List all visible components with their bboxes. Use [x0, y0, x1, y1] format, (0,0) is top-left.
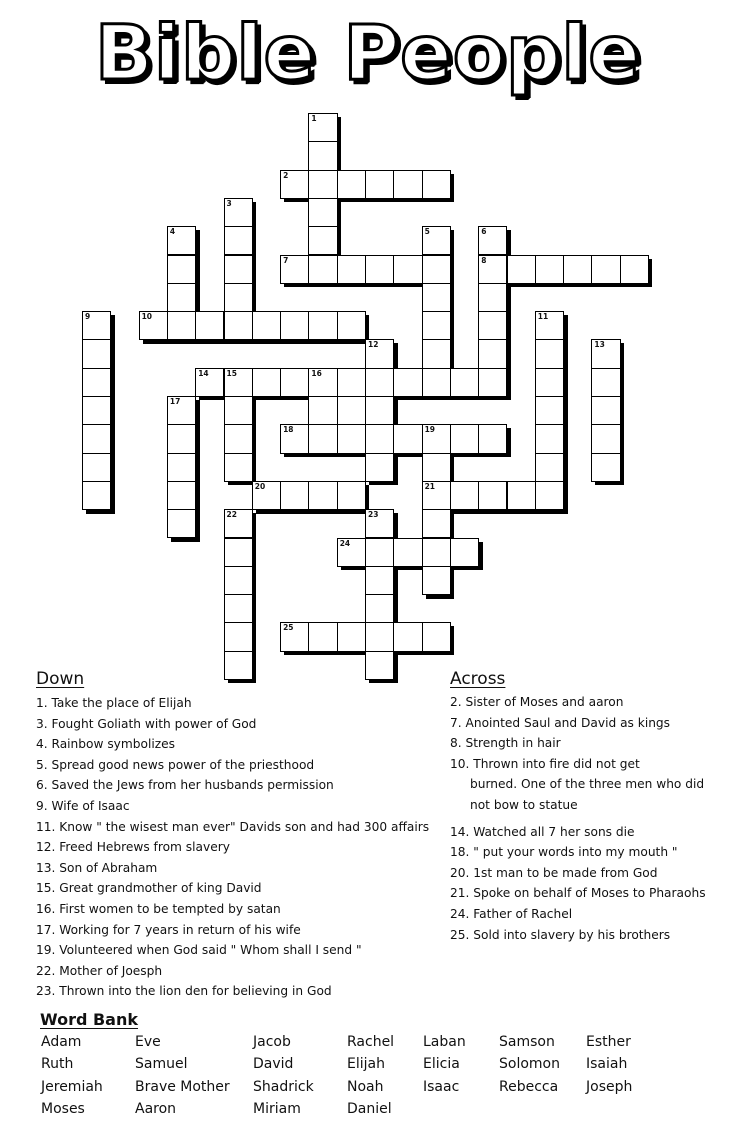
word-bank-item: Jeremiah: [41, 1078, 103, 1095]
grid-cell[interactable]: [167, 481, 196, 510]
clue-item: 10. Thrown into fire did not get burned. One of the three men who did not bow to statue: [450, 754, 706, 816]
grid-cell[interactable]: [224, 509, 253, 538]
grid-cell[interactable]: [422, 622, 451, 651]
grid-cell[interactable]: [224, 622, 253, 651]
grid-cell[interactable]: [478, 424, 507, 453]
word-bank-item: Rebecca: [499, 1078, 559, 1095]
grid-cell[interactable]: [535, 396, 564, 425]
clue-item: 11. Know " the wisest man ever" Davids son and had 300 affairs: [36, 819, 430, 834]
grid-cell[interactable]: [280, 424, 309, 453]
grid-cell[interactable]: [422, 311, 451, 340]
grid-cell[interactable]: [195, 311, 224, 340]
grid-cell[interactable]: [422, 566, 451, 595]
word-bank-item: Isaiah: [586, 1056, 628, 1073]
clue-item: 8. Strength in hair: [450, 736, 561, 751]
grid-cell[interactable]: [365, 566, 394, 595]
clue-item: 13. Son of Abraham: [36, 860, 158, 875]
clue-item: 4. Rainbow symbolizes: [36, 737, 175, 752]
grid-cell[interactable]: [337, 622, 366, 651]
clue-number: 6: [481, 227, 487, 237]
word-bank-item: Moses: [41, 1100, 85, 1117]
clue-item: 2. Sister of Moses and aaron: [450, 695, 624, 709]
grid-cell[interactable]: [365, 594, 394, 623]
grid-cell[interactable]: [365, 396, 394, 425]
grid-cell[interactable]: [82, 396, 111, 425]
word-bank-item: Shadrick: [253, 1078, 314, 1095]
word-bank-heading: Word Bank: [40, 1010, 139, 1029]
grid-cell[interactable]: [308, 481, 337, 510]
grid-cell[interactable]: [224, 255, 253, 284]
grid-cell[interactable]: [365, 170, 394, 199]
clue-number: 24: [339, 538, 351, 548]
clue-number: 10: [141, 312, 153, 322]
grid-cell[interactable]: [591, 339, 620, 368]
clue-item: 21. Spoke on behalf of Moses to Pharaohs: [450, 886, 706, 901]
word-bank-item: Daniel: [347, 1100, 392, 1117]
word-bank-item: Brave Mother: [135, 1078, 230, 1095]
grid-cell[interactable]: [337, 170, 366, 199]
grid-cell[interactable]: [167, 311, 196, 340]
grid-cell[interactable]: [224, 396, 253, 425]
grid-cell[interactable]: [308, 622, 337, 651]
clue-item: 3. Fought Goliath with power of God: [36, 716, 257, 731]
across-clues-list: [450, 692, 706, 945]
word-bank-item: Jacob: [253, 1034, 291, 1050]
grid-cell[interactable]: [450, 481, 479, 510]
clue-number: 11: [537, 312, 549, 322]
grid-cell[interactable]: [280, 311, 309, 340]
grid-cell[interactable]: [252, 481, 281, 510]
page-title: Bible People: [95, 8, 641, 97]
grid-cell[interactable]: [308, 141, 337, 170]
clue-number: 13: [594, 340, 605, 350]
clue-item: 7. Anointed Saul and David as kings: [450, 715, 671, 730]
clue-number: 9: [85, 312, 91, 322]
grid-cell[interactable]: [308, 113, 337, 142]
grid-cell[interactable]: [365, 339, 394, 368]
clue-number: 7: [283, 255, 289, 265]
clue-continuation: not bow to statue: [470, 797, 578, 812]
grid-cell[interactable]: [535, 453, 564, 482]
grid-cell[interactable]: [82, 424, 111, 453]
word-bank-item: Miriam: [253, 1100, 301, 1117]
word-bank-item: Adam: [41, 1034, 82, 1050]
grid-cell[interactable]: [308, 255, 337, 284]
grid-cell[interactable]: [365, 509, 394, 538]
grid-cell[interactable]: [535, 255, 564, 284]
grid-cell[interactable]: [224, 453, 253, 482]
clue-number: 4: [169, 227, 176, 237]
clue-number: 16: [311, 368, 322, 378]
grid-cell[interactable]: [422, 368, 451, 397]
grid-cell[interactable]: [422, 170, 451, 199]
grid-cell[interactable]: [308, 368, 337, 397]
grid-cell[interactable]: [450, 424, 479, 453]
grid-cell[interactable]: [224, 538, 253, 567]
clue-item: 12. Freed Hebrews from slavery: [36, 840, 230, 855]
grid-cell[interactable]: [591, 396, 620, 425]
grid-cell[interactable]: [195, 368, 224, 397]
grid-cell[interactable]: [167, 509, 196, 538]
grid-cell[interactable]: [167, 396, 196, 425]
grid-cell[interactable]: [393, 424, 422, 453]
grid-cell[interactable]: [280, 368, 309, 397]
grid-cell[interactable]: [167, 424, 196, 453]
grid-cell[interactable]: [337, 255, 366, 284]
clue-number: 12: [368, 340, 379, 350]
clue-item: 9. Wife of Isaac: [36, 798, 130, 813]
grid-cell[interactable]: [224, 198, 253, 227]
word-bank-item: Rachel: [347, 1034, 395, 1050]
clue-item: 19. Volunteered when God said " Whom shall I send ": [36, 943, 362, 958]
word-bank-item: Aaron: [135, 1100, 177, 1117]
grid-cell[interactable]: [393, 622, 422, 651]
grid-cell[interactable]: [422, 255, 451, 284]
clue-item: 17. Working for 7 years in return of his wife: [36, 922, 301, 937]
grid-cell[interactable]: [393, 538, 422, 567]
word-bank-item: Eve: [135, 1034, 161, 1050]
grid-cell[interactable]: [393, 368, 422, 397]
grid-cell[interactable]: [422, 283, 451, 312]
clue-number: 23: [368, 510, 379, 520]
grid-cell[interactable]: [450, 538, 479, 567]
grid-cell[interactable]: [167, 226, 196, 255]
word-bank-item: Elijah: [347, 1056, 385, 1073]
clue-number: 14: [198, 368, 209, 378]
grid-cell[interactable]: [422, 509, 451, 538]
word-bank-item: Elicia: [423, 1056, 460, 1073]
word-bank-item: Laban: [423, 1034, 466, 1050]
clue-item: 18. " put your words into my mouth ": [450, 845, 678, 860]
grid-cell[interactable]: [591, 255, 620, 284]
grid-cell[interactable]: [563, 255, 592, 284]
grid-cell[interactable]: [224, 226, 253, 255]
grid-cell[interactable]: [308, 226, 337, 255]
grid-cell[interactable]: [167, 453, 196, 482]
word-bank-item: Isaac: [423, 1078, 460, 1095]
grid-cell[interactable]: [365, 453, 394, 482]
grid-cell[interactable]: [224, 368, 253, 397]
clue-item: 23. Thrown into the lion den for believing in God: [36, 984, 332, 999]
clue-item: 14. Watched all 7 her sons die: [450, 824, 635, 839]
grid-cell[interactable]: [478, 368, 507, 397]
grid-cell[interactable]: [337, 481, 366, 510]
clue-item: 24. Father of Rachel: [450, 906, 573, 921]
grid-cell[interactable]: [591, 368, 620, 397]
grid-cell[interactable]: [535, 424, 564, 453]
clue-item: 22. Mother of Joesph: [36, 963, 163, 978]
grid-cell[interactable]: [535, 368, 564, 397]
clue-number: 18: [283, 425, 294, 435]
grid-cell[interactable]: [507, 255, 536, 284]
grid-cell[interactable]: [224, 311, 253, 340]
grid-cell[interactable]: [308, 170, 337, 199]
clue-number: 19: [424, 425, 436, 435]
down-heading: Down: [36, 669, 85, 689]
grid-cell[interactable]: [450, 368, 479, 397]
grid-cell[interactable]: [478, 283, 507, 312]
grid-cell[interactable]: [422, 538, 451, 567]
grid-cell[interactable]: [337, 396, 366, 425]
grid-cell[interactable]: [252, 368, 281, 397]
word-bank-item: Joseph: [586, 1078, 633, 1095]
clue-number: 8: [481, 255, 487, 265]
grid-cell[interactable]: [422, 481, 451, 510]
grid-cell[interactable]: [478, 481, 507, 510]
word-bank-item: Noah: [347, 1078, 384, 1095]
clue-number: 25: [283, 623, 294, 633]
grid-cell[interactable]: [82, 311, 111, 340]
grid-cell[interactable]: [422, 339, 451, 368]
clue-continuation: burned. One of the three men who did: [470, 777, 705, 792]
clue-number: 5: [424, 227, 430, 237]
grid-cell[interactable]: [365, 424, 394, 453]
grid-cell[interactable]: [224, 424, 253, 453]
grid-cell[interactable]: [478, 226, 507, 255]
grid-cell[interactable]: [422, 424, 451, 453]
grid-cell[interactable]: [82, 368, 111, 397]
grid-cell[interactable]: [535, 481, 564, 510]
word-bank-item: Samson: [499, 1034, 555, 1050]
clue-number: 1: [311, 114, 317, 123]
clue-item: 25. Sold into slavery by his brothers: [450, 927, 671, 942]
grid-cell[interactable]: [280, 255, 309, 284]
grid-cell[interactable]: [224, 283, 253, 312]
grid-cell[interactable]: [280, 481, 309, 510]
grid-cell[interactable]: [224, 651, 253, 680]
clue-item: 5. Spread good news power of the priesthood: [36, 757, 315, 772]
word-bank-item: Samuel: [135, 1056, 188, 1073]
grid-cell[interactable]: [308, 424, 337, 453]
grid-cell[interactable]: [82, 481, 111, 510]
clue-number: 21: [424, 481, 436, 491]
word-bank-item: Solomon: [499, 1056, 560, 1073]
clue-item: 15. Great grandmother of king David: [36, 881, 262, 896]
grid-cell[interactable]: [478, 311, 507, 340]
grid-cell[interactable]: [337, 368, 366, 397]
word-bank-item: Ruth: [41, 1056, 74, 1073]
grid-cell[interactable]: [337, 311, 366, 340]
grid-cell[interactable]: [167, 255, 196, 284]
grid-cell[interactable]: [535, 339, 564, 368]
clue-number: 17: [169, 397, 181, 406]
clue-number: 3: [226, 198, 232, 208]
grid-cell[interactable]: [507, 481, 536, 510]
grid-cell[interactable]: [365, 651, 394, 680]
grid-cell[interactable]: [224, 594, 253, 623]
clue-number: 15: [226, 368, 237, 378]
grid-cell[interactable]: [478, 339, 507, 368]
down-clues-list: [36, 693, 429, 1002]
word-bank-item: David: [253, 1056, 294, 1073]
grid-cell[interactable]: [82, 339, 111, 368]
grid-cell[interactable]: [591, 453, 620, 482]
grid-cell[interactable]: [478, 255, 507, 284]
grid-cell[interactable]: [365, 368, 394, 397]
clue-number: 20: [254, 481, 266, 491]
clue-number: 2: [283, 170, 289, 180]
grid-cell[interactable]: [620, 255, 649, 284]
grid-cell[interactable]: [365, 622, 394, 651]
grid-cell[interactable]: [365, 538, 394, 567]
grid-cell[interactable]: [422, 453, 451, 482]
grid-cell[interactable]: [365, 255, 394, 284]
grid-cell[interactable]: [337, 424, 366, 453]
grid-cell[interactable]: [393, 170, 422, 199]
word-bank-item: Esther: [586, 1034, 631, 1050]
grid-cell[interactable]: [280, 170, 309, 199]
across-heading: Across: [450, 669, 506, 689]
grid-cell[interactable]: [280, 622, 309, 651]
clue-item: 1. Take the place of Elijah: [36, 696, 192, 710]
grid-cell[interactable]: [308, 396, 337, 425]
grid-cell[interactable]: [393, 255, 422, 284]
grid-cell[interactable]: [591, 424, 620, 453]
grid-cell[interactable]: [308, 198, 337, 227]
clue-item: 20. 1st man to be made from God: [450, 865, 658, 880]
grid-cell[interactable]: [139, 311, 168, 340]
clue-item: 16. First women to be tempted by satan: [36, 901, 281, 916]
grid-cell[interactable]: [337, 538, 366, 567]
clue-number: 22: [226, 510, 237, 520]
grid-cell[interactable]: [224, 566, 253, 595]
grid-cell[interactable]: [167, 283, 196, 312]
grid-cell[interactable]: [82, 453, 111, 482]
grid-cell[interactable]: [422, 226, 451, 255]
grid-cell[interactable]: [252, 311, 281, 340]
grid-cell[interactable]: [308, 311, 337, 340]
clue-item: 6. Saved the Jews from her husbands permission: [36, 778, 334, 793]
grid-cell[interactable]: [535, 311, 564, 340]
